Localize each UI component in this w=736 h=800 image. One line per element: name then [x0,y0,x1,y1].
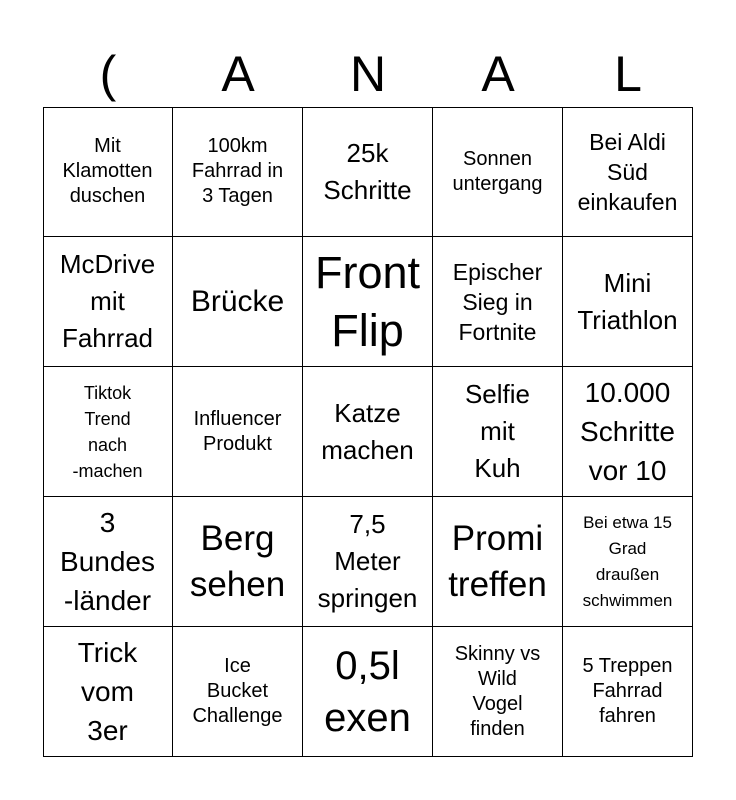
cell-text: 0,5l exen [324,643,411,740]
cell-text: Tiktok Trend nach -machen [72,382,143,481]
cell-text: Trick vom 3er [77,637,138,746]
bingo-header [43,40,693,108]
bingo-cell[interactable] [303,367,433,497]
cell-text: Epischer Sieg in Fortnite [452,258,543,345]
cell-text: 7,5 Meter springen [317,509,418,613]
header-letter-1: ( [99,46,117,102]
cell-text: 5 Treppen Fahrrad fahren [582,655,673,727]
cell-text: Mit Klamotten duschen [62,135,153,207]
bingo-cell[interactable] [563,367,693,497]
cell-text: Promi treffen [448,518,547,604]
bingo-cell[interactable] [303,237,433,367]
bingo-cell[interactable] [303,107,433,237]
bingo-cell[interactable] [433,237,563,367]
bingo-cell[interactable] [433,497,563,627]
bingo-cell[interactable] [563,497,693,627]
bingo-cell[interactable] [303,497,433,627]
header-letter-5: L [614,46,642,102]
cell-text: Brücke [190,284,285,318]
bingo-cell[interactable] [563,237,693,367]
cell-text: 100km Fahrrad in 3 Tagen [191,135,284,207]
cell-text: 3 Bundes -länder [60,507,155,616]
bingo-cell[interactable] [43,627,173,757]
cell-text: 10.000 Schritte vor 10 [580,377,675,486]
header-letter-3: N [349,46,387,102]
cell-text: Bei etwa 15 Grad draußen schwimmen [582,512,673,610]
cell-text: Skinny vs Wild Vogel finden [454,642,541,740]
cell-text: Mini Triathlon [577,267,678,335]
cell-text: Ice Bucket Challenge [192,655,283,727]
bingo-cell[interactable] [433,627,563,757]
bingo-grid [43,107,693,757]
bingo-cell[interactable] [43,237,173,367]
cell-text: 25k Schritte [323,137,412,205]
bingo-cell[interactable] [173,367,303,497]
cell-text: Bei Aldi Süd einkaufen [577,128,678,215]
cell-text: Front Flip [314,246,421,356]
bingo-cell[interactable] [173,237,303,367]
bingo-cell[interactable] [43,107,173,237]
bingo-cell[interactable] [563,107,693,237]
cell-text: Influencer Produkt [193,407,282,455]
bingo-cell[interactable] [43,367,173,497]
header-letter-2: A [221,46,255,102]
header-letter-4: A [481,46,515,102]
bingo-cell[interactable] [563,627,693,757]
cell-text: McDrive mit Fahrrad [59,249,156,353]
bingo-cell[interactable] [303,627,433,757]
bingo-cell[interactable] [173,107,303,237]
cell-text: Selfie mit Kuh [464,379,531,483]
bingo-cell[interactable] [173,627,303,757]
bingo-cell[interactable] [173,497,303,627]
cell-text: Katze machen [321,397,414,465]
cell-text: Sonnen untergang [452,147,543,195]
bingo-cell[interactable] [433,107,563,237]
cell-text: Berg sehen [189,518,286,604]
bingo-cell[interactable] [43,497,173,627]
bingo-cell[interactable] [433,367,563,497]
